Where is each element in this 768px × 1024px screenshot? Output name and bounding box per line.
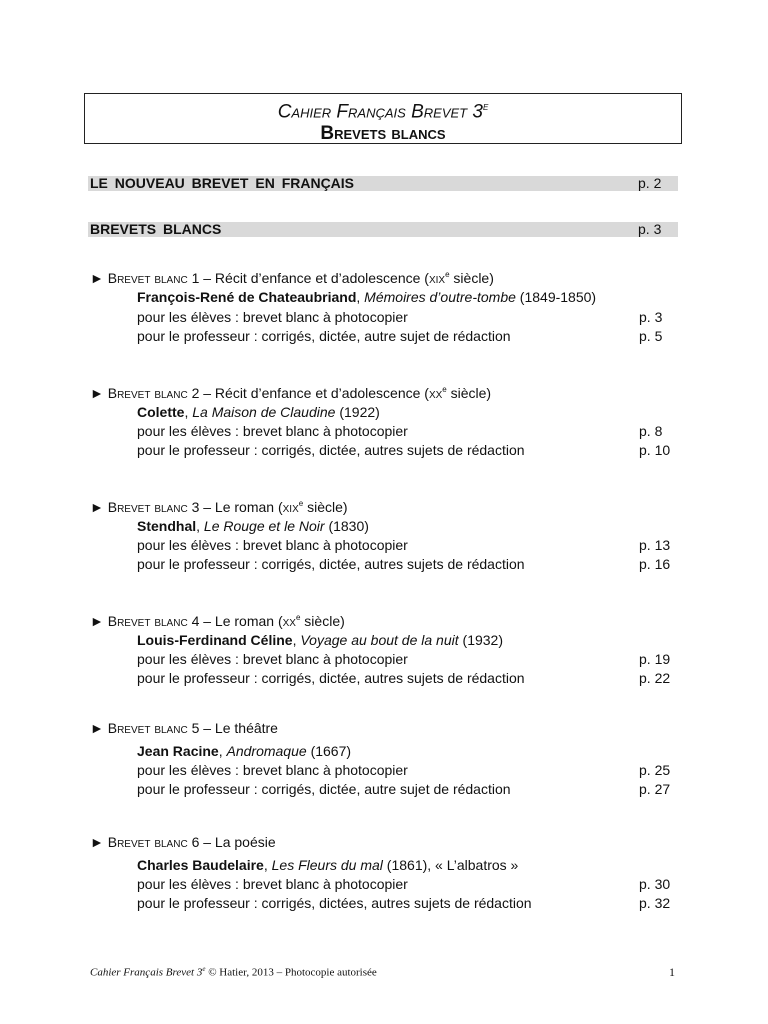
prof-line: pour le professeur : corrigés, dictée, autre sujet de rédaction	[137, 328, 511, 344]
brevet-work-line: François-René de Chateaubriand, Mémoires d’outre-tombe (1849-1850)	[137, 289, 597, 305]
prof-page: p. 32	[639, 895, 671, 911]
section-label: BREVETS BLANCS	[90, 221, 222, 237]
section-nouveau-brevet	[88, 176, 678, 191]
eleves-line: pour les élèves : brevet blanc à photocopier	[137, 537, 408, 553]
eleves-line: pour les élèves : brevet blanc à photocopier	[137, 309, 408, 325]
brevet-heading: ► Brevet blanc 3 – Le roman (xix$^e$ siècle)	[90, 499, 348, 515]
footer-credit: Cahier Français Brevet 3e © Hatier, 2013 – Photocopie autorisée	[90, 965, 377, 979]
prof-page: p. 27	[639, 781, 671, 797]
eleves-page: p. 19	[639, 651, 671, 667]
title-box	[84, 93, 682, 144]
prof-line: pour le professeur : corrigés, dictée, autres sujets de rédaction	[137, 442, 525, 458]
title-line-1: Cahier Français Brevet 3e	[277, 101, 489, 123]
brevet-work-line: Charles Baudelaire, Les Fleurs du mal (1861), « L’albatros »	[137, 857, 519, 873]
brevet-heading: ► Brevet blanc 2 – Récit d’enfance et d’adolescence ($xx^e$ siècle)	[90, 385, 492, 401]
eleves-page: p. 3	[639, 309, 663, 325]
prof-line: pour le professeur : corrigés, dictée, autre sujet de rédaction	[137, 781, 511, 797]
section-page: p. 2	[638, 175, 662, 191]
section-page: p. 3	[638, 221, 662, 237]
eleves-line: pour les élèves : brevet blanc à photocopier	[137, 651, 408, 667]
eleves-line: pour les élèves : brevet blanc à photocopier	[137, 762, 408, 778]
brevet-work-line: Jean Racine, Andromaque (1667)	[137, 743, 352, 759]
brevet-heading: ► Brevet blanc 1 – Récit d’enfance et d’adolescence (xix$^e$ siècle)	[90, 270, 494, 286]
prof-line: pour le professeur : corrigés, dictée, autres sujets de rédaction	[137, 556, 525, 572]
brevet-work-line: Louis-Ferdinand Céline, Voyage au bout de la nuit (1932)	[137, 632, 503, 648]
prof-page: p. 10	[639, 442, 671, 458]
brevet-heading: ► Brevet blanc 4 – Le roman ($xx^e$ siècle)	[90, 613, 345, 629]
eleves-line: pour les élèves : brevet blanc à photocopier	[137, 423, 408, 439]
eleves-page: p. 30	[639, 876, 671, 892]
footer-page-number: 1	[669, 965, 675, 979]
brevet-work-line: Stendhal, Le Rouge et le Noir (1830)	[137, 518, 369, 534]
section-brevets-blancs	[88, 222, 678, 237]
prof-line: pour le professeur : corrigés, dictée, autres sujets de rédaction	[137, 670, 525, 686]
eleves-line: pour les élèves : brevet blanc à photocopier	[137, 876, 408, 892]
prof-page: p. 5	[639, 328, 663, 344]
section-label: LE NOUVEAU BREVET EN FRANÇAIS	[90, 175, 355, 191]
eleves-page: p. 8	[639, 423, 663, 439]
prof-page: p. 22	[639, 670, 671, 686]
brevet-work-line: Colette, La Maison de Claudine (1922)	[137, 404, 380, 420]
eleves-page: p. 13	[639, 537, 671, 553]
brevet-heading: ► Brevet blanc 5 – Le théâtre	[90, 720, 278, 736]
prof-page: p. 16	[639, 556, 671, 572]
prof-line: pour le professeur : corrigés, dictées, autres sujets de rédaction	[137, 895, 532, 911]
title-line-2: Brevets blancs	[320, 123, 446, 145]
brevet-heading: ► Brevet blanc 6 – La poésie	[90, 834, 276, 850]
eleves-page: p. 25	[639, 762, 671, 778]
